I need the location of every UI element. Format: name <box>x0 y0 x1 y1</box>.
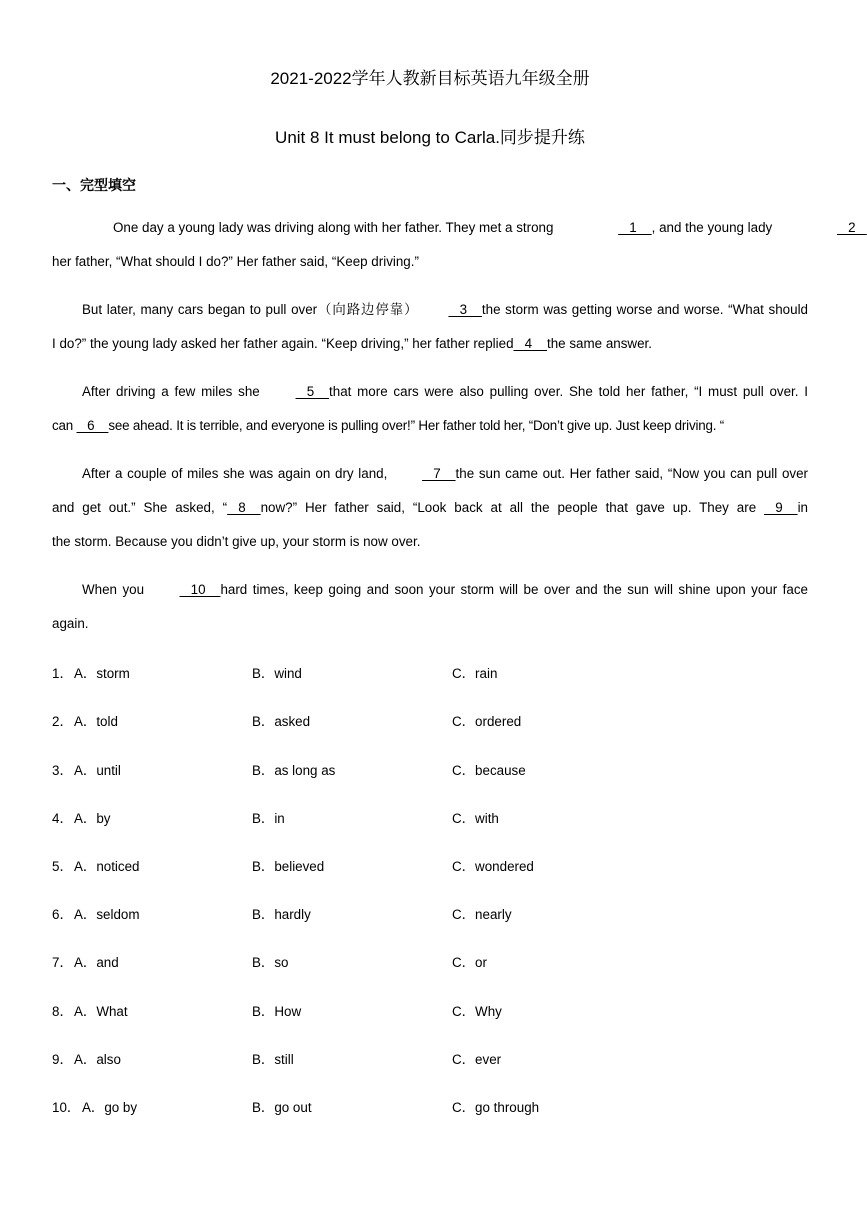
question-number: 7． <box>52 955 73 970</box>
question-row <box>52 663 752 681</box>
question-number: 6． <box>52 907 73 922</box>
passage-line: the storm. Because you didn’t give up, your storm is now over. <box>52 534 421 549</box>
option-a[interactable]: A．by <box>74 811 111 826</box>
blank-9[interactable]: 9 <box>764 500 798 515</box>
option-b[interactable]: B．wind <box>252 666 302 681</box>
option-c[interactable]: C．wondered <box>452 859 534 874</box>
option-b[interactable]: B．still <box>252 1052 294 1067</box>
question-row <box>52 1097 752 1115</box>
option-b[interactable]: B．so <box>252 955 289 970</box>
blank-2[interactable]: 2 <box>836 220 867 235</box>
question-row <box>52 904 752 922</box>
option-b[interactable]: B．asked <box>252 714 311 729</box>
passage-line: But later, many cars began to pull over（向路边停靠） 3 the storm was getting worse and worse. “What should <box>82 302 808 317</box>
option-b[interactable]: B．in <box>252 811 285 826</box>
option-b[interactable]: B．go out <box>252 1100 312 1115</box>
blank-4[interactable]: 4 <box>513 336 548 351</box>
passage-line: can 6 see ahead. It is terrible, and everyone is pulling over!” Her father told her, “Don’t give up. Just keep driving. “ <box>52 418 725 433</box>
document-title: 2021-2022学年人教新目标英语九年级全册 <box>270 69 590 88</box>
blank-3[interactable]: 3 <box>448 302 482 317</box>
question-number: 8． <box>52 1004 73 1019</box>
blank-8[interactable]: 8 <box>227 500 261 515</box>
question-row <box>52 760 752 778</box>
blank-1[interactable]: 1 <box>618 220 652 235</box>
option-b[interactable]: B．as long as <box>252 763 336 778</box>
option-b[interactable]: B．How <box>252 1004 302 1019</box>
passage-line: and get out.” She asked, “ 8 now?” Her father said, “Look back at all the people that gave up. They are 9 in <box>52 500 809 515</box>
option-c[interactable]: C．Why <box>452 1004 502 1019</box>
passage-line: One day a young lady was driving along with her father. They met a strong 1 , and the young lady 2 <box>113 220 867 235</box>
question-row <box>52 952 752 970</box>
option-b[interactable]: B．believed <box>252 859 325 874</box>
option-a[interactable]: A．noticed <box>74 859 140 874</box>
option-c[interactable]: C．nearly <box>452 907 512 922</box>
passage-line: again. <box>52 616 89 631</box>
passage-line: her father, “What should I do?” Her father said, “Keep driving.” <box>52 254 419 269</box>
option-c[interactable]: C．ordered <box>452 714 522 729</box>
question-number: 1． <box>52 666 73 681</box>
blank-10[interactable]: 10 <box>179 582 221 597</box>
question-row <box>52 1001 752 1019</box>
question-row <box>52 711 752 729</box>
question-row <box>52 1049 752 1067</box>
option-a[interactable]: A．What <box>74 1004 128 1019</box>
passage-line: When you 10 hard times, keep going and soon your storm will be over and the sun will shine upon your face <box>82 582 808 597</box>
question-number: 10． <box>52 1100 81 1115</box>
question-number: 3． <box>52 763 73 778</box>
question-number: 4． <box>52 811 73 826</box>
option-a[interactable]: A．storm <box>74 666 130 681</box>
question-number: 9． <box>52 1052 73 1067</box>
option-a[interactable]: A．told <box>74 714 118 729</box>
question-number: 5． <box>52 859 73 874</box>
option-a[interactable]: A．go by <box>82 1100 138 1115</box>
option-b[interactable]: B．hardly <box>252 907 311 922</box>
option-c[interactable]: C．because <box>452 763 526 778</box>
section-heading: 一、完型填空 <box>52 177 136 193</box>
passage-line: After driving a few miles she 5 that more cars were also pulling over. She told her father, “I must pull over. I <box>82 384 808 399</box>
blank-5[interactable]: 5 <box>295 384 330 399</box>
option-a[interactable]: A．until <box>74 763 121 778</box>
question-row <box>52 856 752 874</box>
option-a[interactable]: A．also <box>74 1052 121 1067</box>
question-number: 2． <box>52 714 73 729</box>
blank-7[interactable]: 7 <box>422 466 456 481</box>
option-c[interactable]: C．rain <box>452 666 498 681</box>
option-c[interactable]: C．or <box>452 955 487 970</box>
passage-line: After a couple of miles she was again on dry land, 7 the sun came out. Her father said, “Now you can pull over <box>82 466 808 481</box>
document-subtitle: Unit 8 It must belong to Carla.同步提升练 <box>275 128 585 147</box>
passage-line: I do?” the young lady asked her father again. “Keep driving,” her father replied 4 the same answer. <box>52 336 652 351</box>
option-c[interactable]: C．with <box>452 811 499 826</box>
option-a[interactable]: A．seldom <box>74 907 140 922</box>
option-a[interactable]: A．and <box>74 955 119 970</box>
question-row <box>52 808 752 826</box>
option-c[interactable]: C．go through <box>452 1100 540 1115</box>
option-c[interactable]: C．ever <box>452 1052 502 1067</box>
blank-6[interactable]: 6 <box>76 418 109 433</box>
